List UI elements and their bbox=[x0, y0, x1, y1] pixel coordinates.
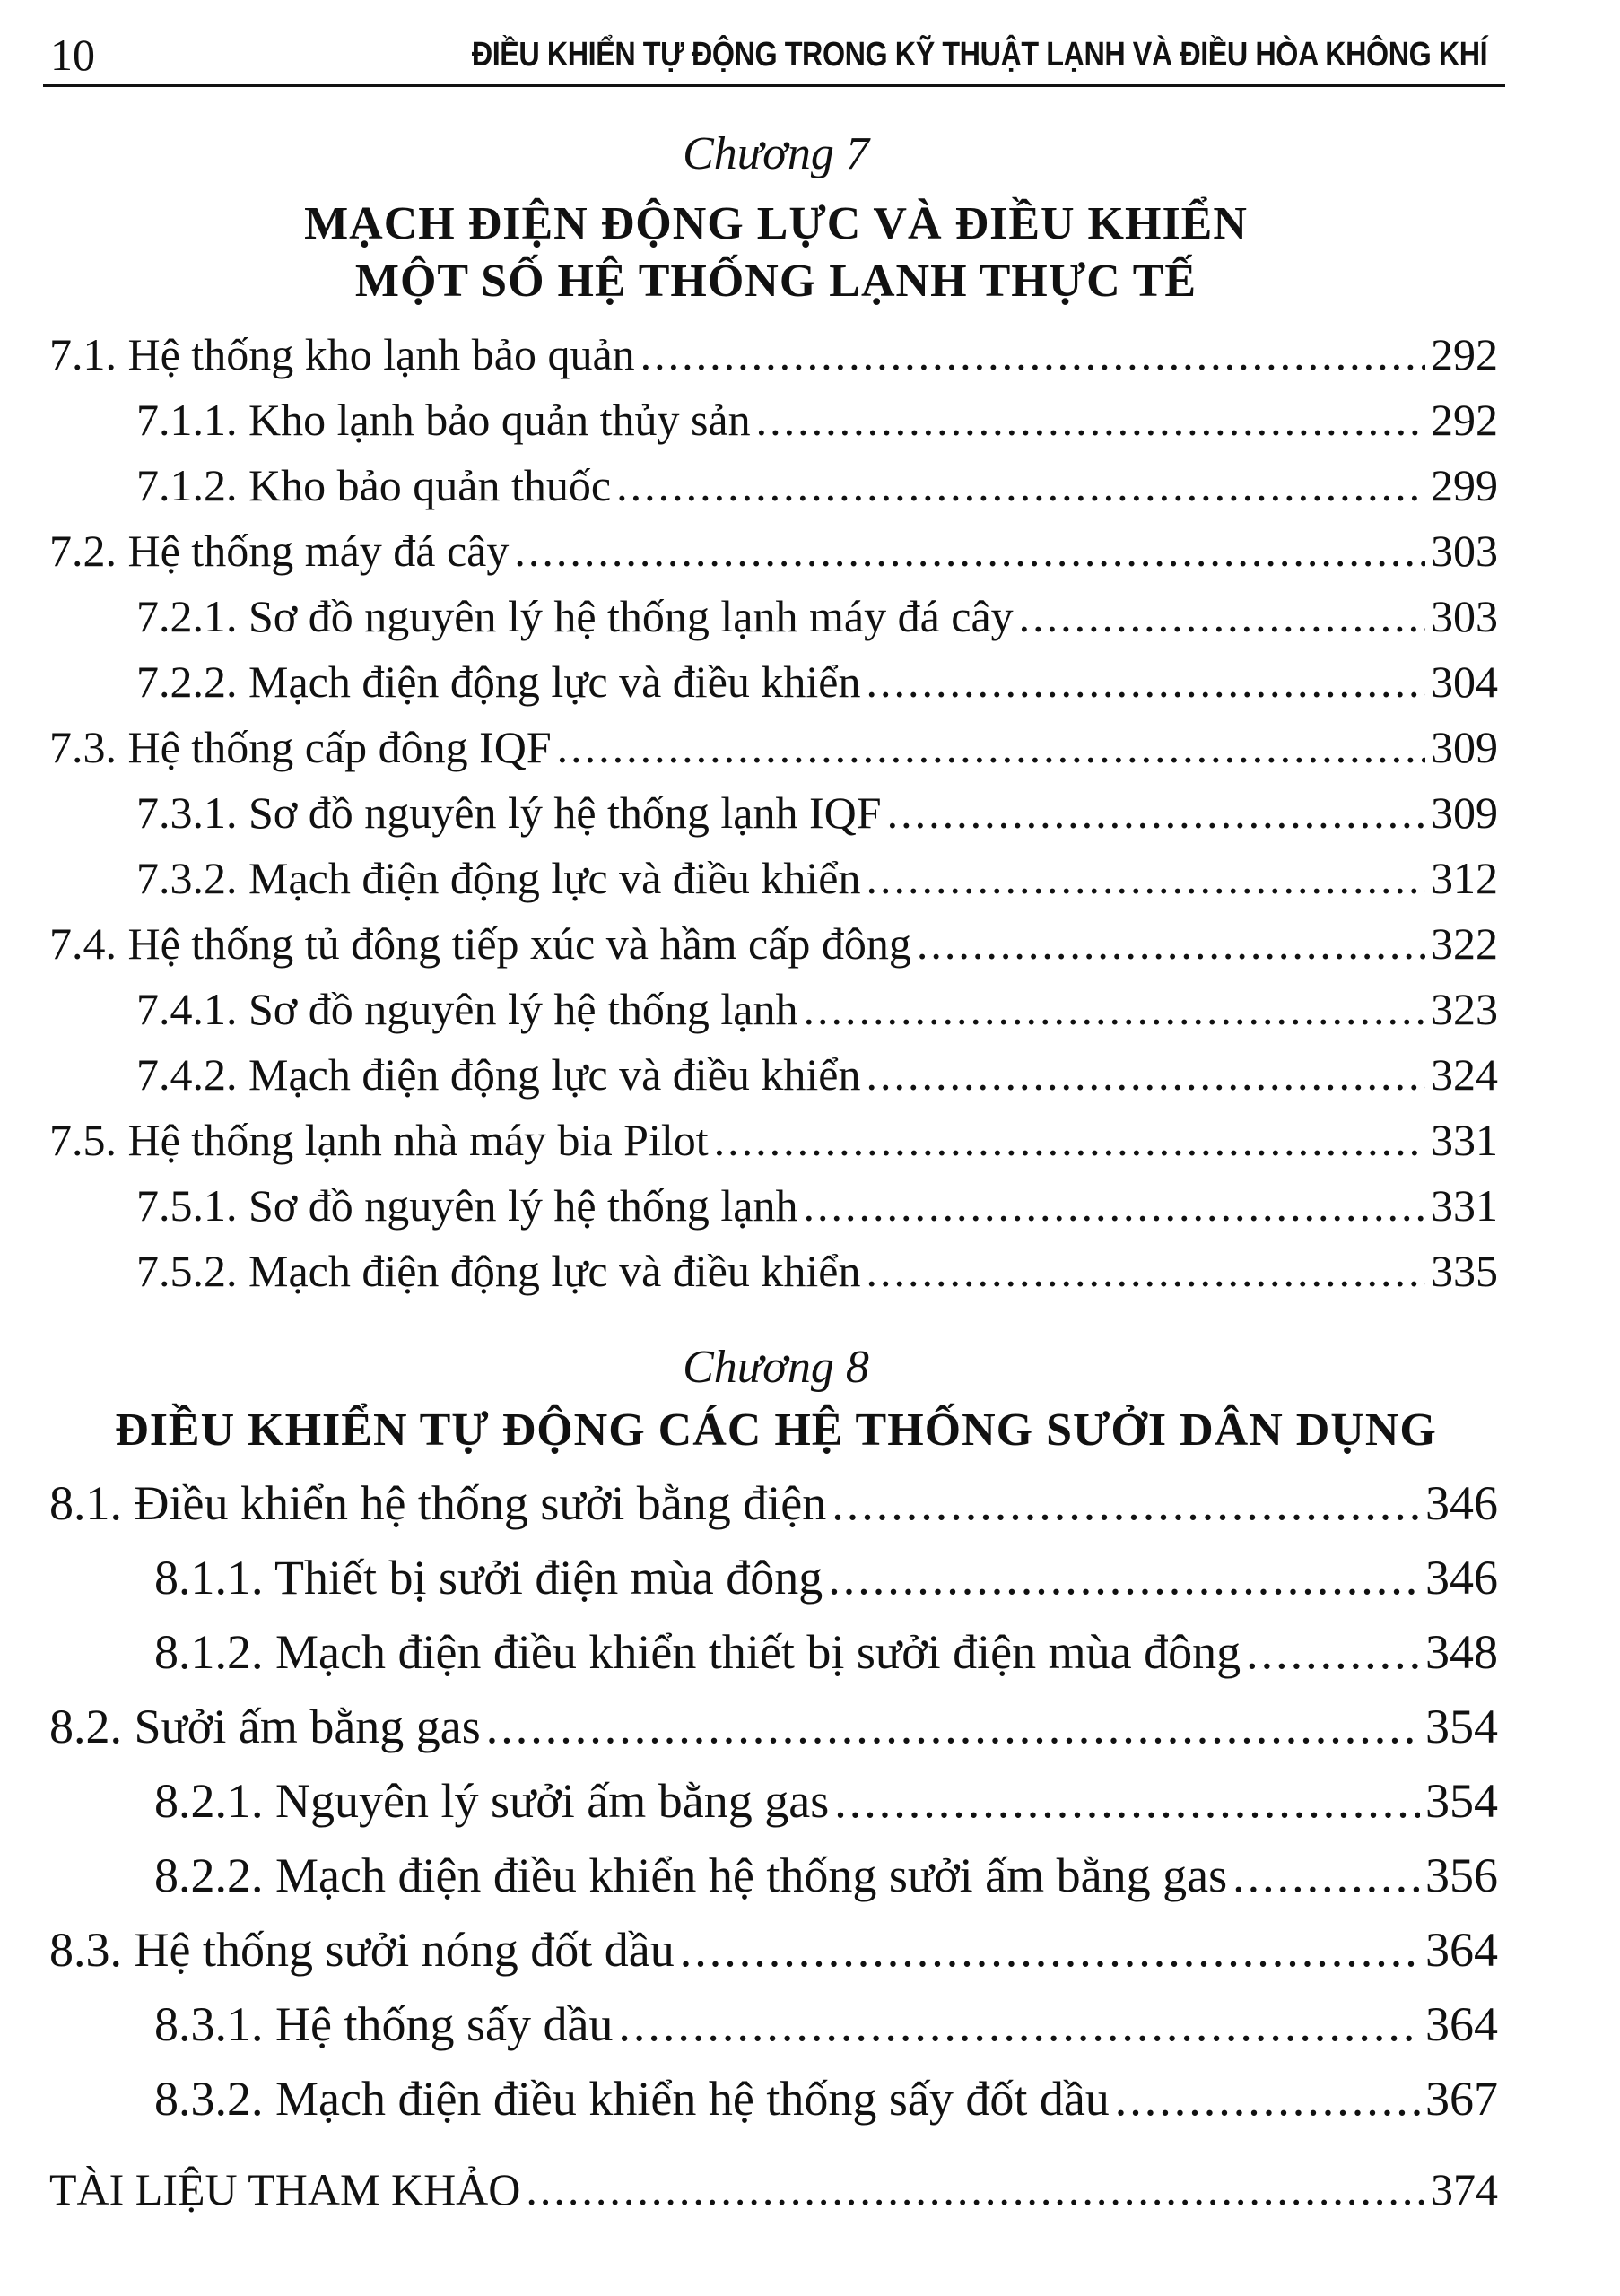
leader-dots bbox=[640, 328, 1425, 380]
toc-entry-label: 8.1.1. Thiết bị sưởi điện mùa đông bbox=[154, 1551, 823, 1605]
toc-entry-page: 354 bbox=[1425, 1774, 1498, 1828]
toc-entry-label: 7.2.2. Mạch điện động lực và điều khiển bbox=[136, 657, 861, 707]
chapter-7-label: Chương 7 bbox=[683, 128, 869, 179]
toc-entry-8-3[interactable] bbox=[49, 1922, 1498, 1978]
leader-dots bbox=[834, 1773, 1420, 1829]
leader-dots bbox=[526, 2163, 1425, 2215]
toc-entry-7-1-2[interactable] bbox=[136, 459, 1498, 511]
toc-entry-7-5-1[interactable] bbox=[136, 1179, 1498, 1231]
toc-entry-page: 374 bbox=[1431, 2164, 1498, 2214]
toc-entry-8-2-2[interactable] bbox=[154, 1848, 1498, 1903]
toc-entry-label: 7.5.2. Mạch điện động lực và điều khiển bbox=[136, 1246, 861, 1296]
toc-entry-7-1[interactable] bbox=[49, 328, 1498, 380]
leader-dots bbox=[887, 787, 1425, 839]
toc-entry-page: 303 bbox=[1431, 526, 1498, 576]
toc-entry-page: 346 bbox=[1425, 1551, 1498, 1605]
toc-entry-7-5-2[interactable] bbox=[136, 1245, 1498, 1297]
toc-entry-label: 7.1.2. Kho bảo quản thuốc bbox=[136, 460, 612, 510]
toc-entry-label: 7.1.1. Kho lạnh bảo quản thủy sản bbox=[136, 395, 751, 445]
leader-dots bbox=[1232, 1848, 1420, 1903]
toc-entry-label: 7.2. Hệ thống máy đá cây bbox=[49, 526, 510, 576]
toc-entry-label: 8.3. Hệ thống sưởi nóng đốt dầu bbox=[49, 1923, 675, 1977]
leader-dots bbox=[866, 656, 1425, 708]
toc-entry-page: 335 bbox=[1431, 1246, 1498, 1296]
leader-dots bbox=[917, 918, 1425, 970]
toc-entry-8-3-1[interactable] bbox=[154, 1996, 1498, 2052]
toc-entry-7-2[interactable] bbox=[49, 525, 1498, 577]
running-head: ĐIỀU KHIỂN TỰ ĐỘNG TRONG KỸ THUẬT LẠNH VÀ ĐIỀU HÒA KHÔNG KHÍ bbox=[471, 36, 1487, 74]
toc-entry-8-1-1[interactable] bbox=[154, 1550, 1498, 1605]
leader-dots bbox=[714, 1114, 1425, 1166]
toc-entry-page: 348 bbox=[1425, 1625, 1498, 1679]
toc-entry-page: 354 bbox=[1425, 1700, 1498, 1753]
leader-dots bbox=[1115, 2071, 1420, 2126]
toc-entry-7-5[interactable] bbox=[49, 1114, 1498, 1166]
chapter-8-label: Chương 8 bbox=[683, 1342, 869, 1393]
toc-entry-page: 367 bbox=[1425, 2072, 1498, 2126]
toc-entry-7-2-2[interactable] bbox=[136, 656, 1498, 708]
toc-entry-label: 7.2.1. Sơ đồ nguyên lý hệ thống lạnh máy đá cây bbox=[136, 591, 1014, 641]
toc-entry-page: 303 bbox=[1431, 591, 1498, 641]
toc-entry-label: 7.3. Hệ thống cấp đông IQF bbox=[49, 722, 552, 772]
toc-entry-page: 292 bbox=[1431, 395, 1498, 445]
toc-entry-page: 322 bbox=[1431, 918, 1498, 969]
toc-entry-8-3-2[interactable] bbox=[154, 2071, 1498, 2126]
leader-dots bbox=[804, 983, 1426, 1035]
page-header bbox=[43, 25, 1505, 87]
toc-entry-label: 7.5.1. Sơ đồ nguyên lý hệ thống lạnh bbox=[136, 1180, 798, 1231]
toc-entry-label: 8.2.2. Mạch điện điều khiển hệ thống sưởi ấm bằng gas bbox=[154, 1848, 1228, 1902]
leader-dots bbox=[618, 1996, 1420, 2052]
page-number: 10 bbox=[50, 30, 95, 80]
toc-entry-label: 8.1.2. Mạch điện điều khiển thiết bị sưởi điện mùa đông bbox=[154, 1625, 1241, 1679]
toc-entry-references[interactable] bbox=[49, 2163, 1498, 2215]
leader-dots bbox=[1019, 590, 1425, 642]
toc-entry-8-1[interactable] bbox=[49, 1475, 1498, 1531]
toc-entry-page: 312 bbox=[1431, 853, 1498, 903]
leader-dots bbox=[866, 1048, 1425, 1100]
toc-entry-label: 7.4.2. Mạch điện động lực và điều khiển bbox=[136, 1049, 861, 1100]
toc-entry-label: 7.1. Hệ thống kho lạnh bảo quản bbox=[49, 329, 635, 379]
leader-dots bbox=[866, 1245, 1425, 1297]
toc-entry-7-3-2[interactable] bbox=[136, 852, 1498, 904]
toc-entry-7-3-1[interactable] bbox=[136, 787, 1498, 839]
chapter-8-title: ĐIỀU KHIỂN TỰ ĐỘNG CÁC HỆ THỐNG SƯỞI DÂN DỤNG bbox=[115, 1405, 1437, 1456]
leader-dots bbox=[866, 852, 1425, 904]
toc-entry-label: 8.2.1. Nguyên lý sưởi ấm bằng gas bbox=[154, 1774, 830, 1828]
toc-entry-page: 356 bbox=[1425, 1848, 1498, 1902]
toc-entry-7-4[interactable] bbox=[49, 918, 1498, 970]
toc-entry-label: 8.1. Điều khiển hệ thống sưởi bằng điện bbox=[49, 1476, 827, 1530]
toc-entry-8-2-1[interactable] bbox=[154, 1773, 1498, 1829]
toc-entry-label: 7.4.1. Sơ đồ nguyên lý hệ thống lạnh bbox=[136, 984, 798, 1034]
toc-entry-7-4-2[interactable] bbox=[136, 1048, 1498, 1100]
leader-dots bbox=[514, 525, 1425, 577]
toc-entry-label: 8.3.1. Hệ thống sấy dầu bbox=[154, 1997, 614, 2051]
chapter-7-title-line-1: MẠCH ĐIỆN ĐỘNG LỰC VÀ ĐIỀU KHIỂN bbox=[304, 198, 1248, 249]
leader-dots bbox=[1246, 1624, 1420, 1680]
toc-entry-page: 324 bbox=[1431, 1049, 1498, 1100]
chapter-7-title-line-2: MỘT SỐ HỆ THỐNG LẠNH THỰC TẾ bbox=[354, 256, 1198, 307]
toc-entry-page: 309 bbox=[1431, 787, 1498, 838]
leader-dots bbox=[804, 1179, 1426, 1231]
toc-entry-label: TÀI LIỆU THAM KHẢO bbox=[49, 2164, 521, 2214]
leader-dots bbox=[557, 721, 1425, 773]
leader-dots bbox=[680, 1922, 1420, 1978]
toc-entry-7-4-1[interactable] bbox=[136, 983, 1498, 1035]
toc-entry-label: 7.5. Hệ thống lạnh nhà máy bia Pilot bbox=[49, 1115, 709, 1165]
toc-entry-page: 309 bbox=[1431, 722, 1498, 772]
toc-entry-page: 346 bbox=[1425, 1476, 1498, 1530]
toc-entry-label: 8.3.2. Mạch điện điều khiển hệ thống sấy đốt dầu bbox=[154, 2072, 1110, 2126]
toc-entry-label: 8.2. Sưởi ấm bằng gas bbox=[49, 1700, 481, 1753]
toc-entry-page: 323 bbox=[1431, 984, 1498, 1034]
leader-dots bbox=[756, 394, 1425, 446]
toc-entry-7-1-1[interactable] bbox=[136, 394, 1498, 446]
toc-entry-7-2-1[interactable] bbox=[136, 590, 1498, 642]
toc-entry-page: 299 bbox=[1431, 460, 1498, 510]
toc-entry-page: 292 bbox=[1431, 329, 1498, 379]
toc-entry-label: 7.4. Hệ thống tủ đông tiếp xúc và hầm cấp đông bbox=[49, 918, 911, 969]
leader-dots bbox=[616, 459, 1425, 511]
toc-entry-label: 7.3.2. Mạch điện động lực và điều khiển bbox=[136, 853, 861, 903]
toc-entry-8-2[interactable] bbox=[49, 1699, 1498, 1754]
toc-entry-label: 7.3.1. Sơ đồ nguyên lý hệ thống lạnh IQF bbox=[136, 787, 882, 838]
toc-entry-page: 304 bbox=[1431, 657, 1498, 707]
leader-dots bbox=[832, 1475, 1420, 1531]
toc-entry-page: 331 bbox=[1431, 1180, 1498, 1231]
toc-entry-7-3[interactable] bbox=[49, 721, 1498, 773]
toc-entry-page: 331 bbox=[1431, 1115, 1498, 1165]
toc-entry-page: 364 bbox=[1425, 1997, 1498, 2051]
leader-dots bbox=[828, 1550, 1420, 1605]
toc-entry-8-1-2[interactable] bbox=[154, 1624, 1498, 1680]
toc-entry-page: 364 bbox=[1425, 1923, 1498, 1977]
leader-dots bbox=[486, 1699, 1420, 1754]
